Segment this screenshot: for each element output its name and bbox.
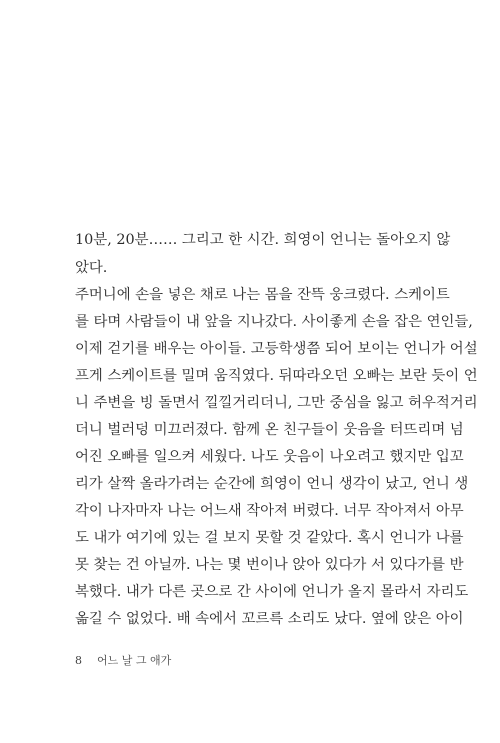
text-line: 10분, 20분…… 그리고 한 시간. 희영이 언니는 돌아오지 않 xyxy=(75,232,451,248)
text-line: 이제 걷기를 배우는 아이들. 고등학생쯤 되어 보이는 언니가 어설 xyxy=(75,341,478,357)
text-line: 더니 벌러덩 미끄러졌다. 함께 온 친구들이 웃음을 터뜨리며 넘 xyxy=(75,422,464,438)
running-title: 어느 날 그 애가 xyxy=(97,654,172,667)
page-number: 8 xyxy=(75,654,82,667)
text-line: 프게 스케이트를 밀며 움직였다. 뒤따라오던 오빠는 보란 듯이 언 xyxy=(75,368,478,384)
text-line: 리가 살짝 올라가려는 순간에 희영이 언니 생각이 났고, 언니 생 xyxy=(75,476,469,492)
text-line: 를 타며 사람들이 내 앞을 지나갔다. 사이좋게 손을 잡은 연인들, xyxy=(75,314,473,330)
text-line: 옮길 수 없었다. 배 속에서 꼬르륵 소리도 났다. 옆에 앉은 아이 xyxy=(75,611,464,627)
text-line: 니 주변을 빙 돌면서 낄낄거리더니, 그만 중심을 잃고 허우적거리 xyxy=(75,395,478,411)
page-footer xyxy=(75,652,171,668)
text-line: 각이 나자마자 나는 어느새 작아져 버렸다. 너무 작아져서 아무 xyxy=(75,503,464,519)
text-line: 복했다. 내가 다른 곳으로 간 사이에 언니가 올지 몰라서 자리도 xyxy=(75,584,469,600)
text-line: 못 찾는 건 아닐까. 나는 몇 번이나 앉아 있다가 서 있다가를 반 xyxy=(75,557,464,573)
text-line: 도 내가 여기에 있는 걸 보지 못할 것 같았다. 혹시 언니가 나를 xyxy=(75,530,464,546)
text-line: 주머니에 손을 넣은 채로 나는 몸을 잔뜩 웅크렸다. 스케이트 xyxy=(75,287,450,303)
text-line: 어진 오빠를 일으켜 세웠다. 나도 웃음이 나오려고 했지만 입꼬 xyxy=(75,449,464,465)
text-line: 았다. xyxy=(75,260,108,276)
